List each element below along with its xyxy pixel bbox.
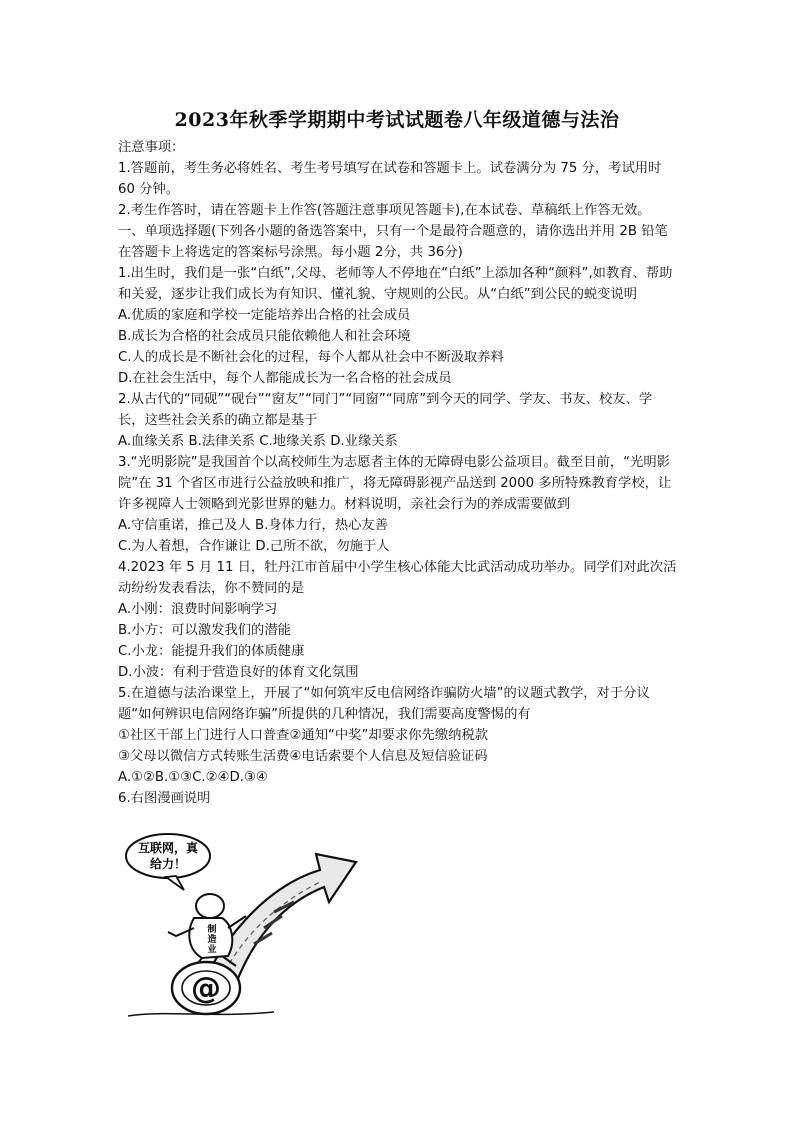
answer-option: C.小龙：能提升我们的体质健康: [118, 644, 305, 659]
question-stem: 5.在道德与法治课堂上，开展了“如何筑牢反电信网络诈骗防火墙”的议题式教学，对于分议题“如何辨识电信网络诈骗”所提供的几种情况，我们需要高度警惕的有: [118, 686, 650, 722]
answer-option: A.小刚：浪费时间影响学习: [118, 602, 278, 617]
question-stem: 3.“光明影院”是我国首个以高校师生为志愿者主体的无障碍电影公益项目。截至目前，“光明影院”在 31 个省区市进行公益放映和推广，将无障碍影视产品送到 2000 多所特殊教育学校，让许多视障人士领略到光影世界的魅力。材料说明，亲社会行为的养成需要做到: [118, 455, 672, 512]
answer-option: ①社区干部上门进行人口普查②通知“中奖”却要求你先缴纳税款: [118, 728, 489, 743]
answer-option: D.小波：有利于营造良好的体育文化氛围: [118, 665, 359, 680]
answer-option: A.守信重诺，推己及人 B.身体力行，热心友善: [118, 518, 389, 533]
answer-option: A.优质的家庭和学校一定能培养出合格的社会成员: [118, 308, 411, 323]
exam-content: [118, 137, 678, 809]
svg-text:@: @: [191, 971, 221, 1006]
answer-option: B.小方：可以激发我们的潜能: [118, 623, 291, 638]
notice-item: 1.答题前，考生务必将姓名、考生考号填写在试卷和答题卡上。试卷满分为 75 分，考试用时 60 分钟。: [118, 161, 662, 197]
answer-option: C.为人着想，合作谦让 D.己所不欲，勿施于人: [118, 539, 390, 554]
question-stem: 2.从古代的“同砚”“砚台”“窗友”“同门”“同窗”“同席”到今天的同学、学友、书友、校友、学长，这些社会关系的确立都是基于: [118, 392, 653, 428]
speech-text-line-2: 给力！: [149, 857, 187, 871]
notice-heading: 注意事项：: [118, 140, 185, 155]
notice-item: 2.考生作答时，请在答题卡上作答(答题注意事项见答题卡),在本试卷、草稿纸上作答无效。: [118, 203, 651, 218]
answer-option: ③父母以微信方式转账生活费④电话索要个人信息及短信验证码: [118, 749, 488, 764]
answer-option: A.①②B.①③C.②④D.③④: [118, 770, 268, 785]
speech-text-line-1: 互联网，真: [137, 841, 199, 855]
question-stem: 1.出生时，我们是一张“白纸”,父母、老师等人不停地在“白纸”上添加各种“颜料”,如教育、帮助和关爱，逐步让我们成长为有知识、懂礼貌、守规则的公民。从“白纸”到公民的蜕变说明: [118, 266, 673, 302]
figure-label-char: 制: [207, 925, 217, 935]
answer-option: A.血缘关系 B.法律关系 C.地缘关系 D.业缘关系: [118, 434, 398, 449]
answer-option: D.在社会生活中，每个人都能成长为一名合格的社会成员: [118, 371, 452, 386]
figure-label-char: 造: [207, 935, 217, 945]
figure-label-char: 业: [207, 945, 217, 955]
question-stem: 4.2023 年 5 月 11 日，牡丹江市首届中小学生核心体能大比武活动成功举办。同学们对此次活动纷纷发表看法，你不赞同的是: [118, 560, 677, 596]
speech-bubble: [126, 834, 210, 890]
question-stem: 6.右图漫画说明: [118, 791, 211, 806]
comic-illustration: [124, 832, 360, 1022]
at-sign-icon: [172, 962, 240, 1014]
section-heading: 一、单项选择题(下列各小题的备选答案中，只有一个是最符合题意的，请你选出并用 2B 铅笔在答题卡上将选定的答案标号涂黑。每小题 2分，共 36分): [118, 224, 668, 260]
page-title: 2023年秋季学期期中考试试题卷八年级道德与法治: [174, 109, 620, 131]
answer-option: C.人的成长是不断社会化的过程，每个人都从社会中不断汲取养料: [118, 350, 504, 365]
answer-option: B.成长为合格的社会成员只能依赖他人和社会环境: [118, 329, 411, 344]
